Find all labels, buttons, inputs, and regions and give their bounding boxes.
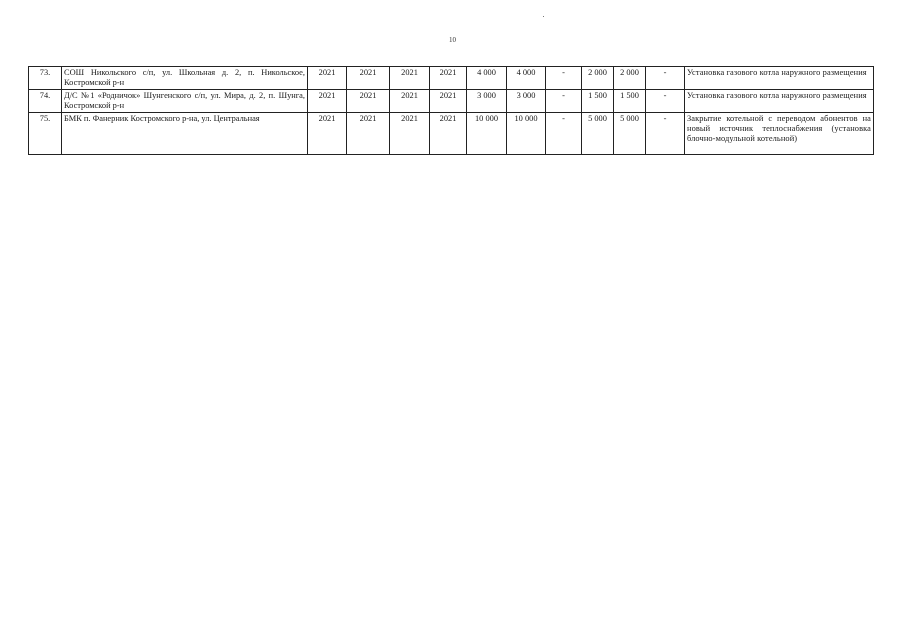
table-row (29, 113, 874, 155)
row-number: 73. (29, 67, 62, 90)
cell-year-2: 2021 (347, 67, 390, 90)
cell-year-3: 2021 (390, 67, 430, 90)
cell-amount-b: 2 000 (614, 67, 646, 90)
cell-dash: - (646, 113, 685, 155)
cell-year-3: 2021 (390, 90, 430, 113)
cell-amount-total: 3 000 (467, 90, 507, 113)
cell-year-2: 2021 (347, 113, 390, 155)
cell-amount-a: 5 000 (582, 113, 614, 155)
table-row (29, 90, 874, 113)
cell-year-2: 2021 (347, 90, 390, 113)
cell-amount-a: 2 000 (582, 67, 614, 90)
cell-year-4: 2021 (430, 90, 467, 113)
scan-speck (543, 16, 544, 17)
table-row (29, 67, 874, 90)
measure-description: Установка газового котла наружного размещения (685, 90, 874, 113)
cell-amount-b: 5 000 (614, 113, 646, 155)
row-number: 74. (29, 90, 62, 113)
measure-description: Установка газового котла наружного размещения (685, 67, 874, 90)
cell-amount-total: 4 000 (467, 67, 507, 90)
cell-year-4: 2021 (430, 113, 467, 155)
cell-amount-total: 10 000 (467, 113, 507, 155)
facility-name: СОШ Никольского с/п, ул. Школьная д. 2, п. Никольское, Костромской р-н (62, 67, 308, 90)
cell-amount-2021: 10 000 (507, 113, 546, 155)
cell-dash: - (546, 90, 582, 113)
cell-year-1: 2021 (308, 113, 347, 155)
cell-dash: - (646, 90, 685, 113)
cell-year-1: 2021 (308, 90, 347, 113)
facility-name: БМК п. Фанерник Костромского р-на, ул. Центральная (62, 113, 308, 155)
facility-name: Д/С №1 «Родничок» Шунгенского с/п, ул. Мира, д. 2, п. Шунга, Костромской р-н (62, 90, 308, 113)
cell-dash: - (646, 67, 685, 90)
cell-amount-2021: 4 000 (507, 67, 546, 90)
measure-description: Закрытие котельной с переводом абонентов на новый источник теплоснабжения (установка блочно-модульной котельной) (685, 113, 874, 155)
cell-dash: - (546, 113, 582, 155)
cell-year-1: 2021 (308, 67, 347, 90)
row-number: 75. (29, 113, 62, 155)
cell-year-4: 2021 (430, 67, 467, 90)
cell-dash: - (546, 67, 582, 90)
cell-amount-2021: 3 000 (507, 90, 546, 113)
cell-amount-a: 1 500 (582, 90, 614, 113)
cell-year-3: 2021 (390, 113, 430, 155)
cell-amount-b: 1 500 (614, 90, 646, 113)
page-number: 10 (449, 36, 456, 44)
facilities-table (28, 66, 874, 155)
